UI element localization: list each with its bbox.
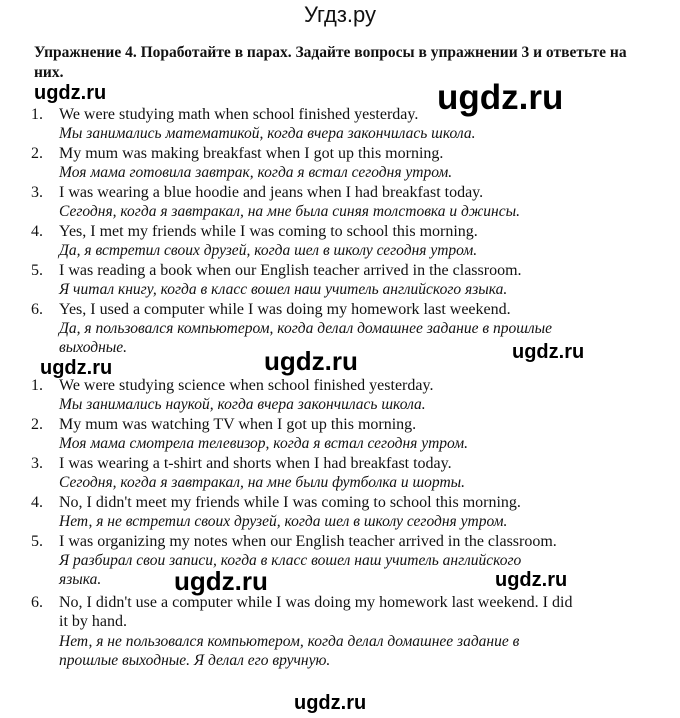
footer-watermark: ugdz.ru bbox=[294, 692, 367, 714]
answer-english: I was reading a book when our English teacher arrived in the classroom. bbox=[59, 262, 522, 279]
answer-english: My mum was making breakfast when I got up this morning. bbox=[59, 145, 444, 162]
item-number: 6. bbox=[31, 301, 43, 318]
watermark: ugdz.ru bbox=[40, 357, 113, 379]
answer-russian: Я разбирал свои записи, когда в класс вошел наш учитель английского bbox=[59, 552, 522, 569]
watermark: ugdz.ru bbox=[34, 82, 107, 104]
answer-english: Yes, I used a computer while I was doing my homework last weekend. bbox=[59, 301, 511, 318]
answer-english: I was organizing my notes when our English teacher arrived in the classroom. bbox=[59, 533, 557, 550]
item-number: 4. bbox=[31, 223, 43, 240]
answer-russian: Сегодня, когда я завтракал, на мне были футболка и шорты. bbox=[59, 474, 466, 491]
answer-english: No, I didn't use a computer while I was doing my homework last weekend. I did bbox=[59, 594, 573, 611]
item-number: 5. bbox=[31, 533, 43, 550]
item-number: 5. bbox=[31, 262, 43, 279]
answer-english: We were studying math when school finished yesterday. bbox=[59, 106, 419, 123]
item-number: 2. bbox=[31, 145, 43, 162]
watermark-medium: ugdz.ru bbox=[264, 346, 358, 376]
item-number: 6. bbox=[31, 594, 43, 611]
watermark-medium: ugdz.ru bbox=[174, 566, 268, 596]
answer-russian: Да, я пользовался компьютером, когда делал домашнее задание в прошлые bbox=[59, 320, 553, 337]
item-number: 4. bbox=[31, 494, 43, 511]
watermark-large: ugdz.ru bbox=[437, 78, 564, 117]
item-number: 3. bbox=[31, 184, 43, 201]
answer-english: My mum was watching TV when I got up this morning. bbox=[59, 416, 417, 433]
answer-russian: Моя мама готовила завтрак, когда я встал сегодня утром. bbox=[59, 164, 453, 181]
answer-russian: Моя мама смотрела телевизор, когда я встал сегодня утром. bbox=[59, 435, 468, 452]
watermark: ugdz.ru bbox=[495, 569, 568, 591]
task-title: Упражнение 4. Поработайте в парах. Задайте вопросы в упражнении 3 и ответьте на них. bbox=[34, 44, 627, 81]
item-number: 3. bbox=[31, 455, 43, 472]
answer-russian: Мы занимались наукой, когда вчера закончилась школа. bbox=[59, 396, 426, 413]
answer-russian: Я читал книгу, когда в класс вошел наш учитель английского языка. bbox=[59, 281, 508, 298]
answer-english: I was wearing a blue hoodie and jeans when I had breakfast today. bbox=[59, 184, 484, 201]
answer-english: No, I didn't meet my friends while I was coming to school this morning. bbox=[59, 494, 521, 511]
answer-russian: Нет, я не пользовался компьютером, когда делал домашнее задание в bbox=[59, 633, 520, 650]
answer-russian: Мы занимались математикой, когда вчера закончилась школа. bbox=[59, 125, 476, 142]
answer-english: We were studying science when school finished yesterday. bbox=[59, 377, 434, 394]
answer-russian-continued: языка. bbox=[59, 571, 102, 588]
answer-russian-continued: прошлые выходные. Я делал его вручную. bbox=[59, 652, 331, 669]
answer-russian-continued: выходные. bbox=[59, 339, 128, 356]
answer-english: I was wearing a t-shirt and shorts when I had breakfast today. bbox=[59, 455, 452, 472]
answer-russian: Нет, я не встретил своих друзей, когда шел в школу сегодня утром. bbox=[59, 513, 508, 530]
item-number: 2. bbox=[31, 416, 43, 433]
answer-english-continued: it by hand. bbox=[59, 613, 127, 630]
item-number: 1. bbox=[31, 106, 43, 123]
answer-russian: Сегодня, когда я завтракал, на мне была синяя толстовка и джинсы. bbox=[59, 203, 520, 220]
answer-english: Yes, I met my friends while I was coming to school this morning. bbox=[59, 223, 478, 240]
watermark: ugdz.ru bbox=[512, 341, 585, 363]
item-number: 1. bbox=[31, 377, 43, 394]
site-title: Угдз.ру bbox=[303, 2, 377, 27]
answer-russian: Да, я встретил своих друзей, когда шел в школу сегодня утром. bbox=[59, 242, 478, 259]
